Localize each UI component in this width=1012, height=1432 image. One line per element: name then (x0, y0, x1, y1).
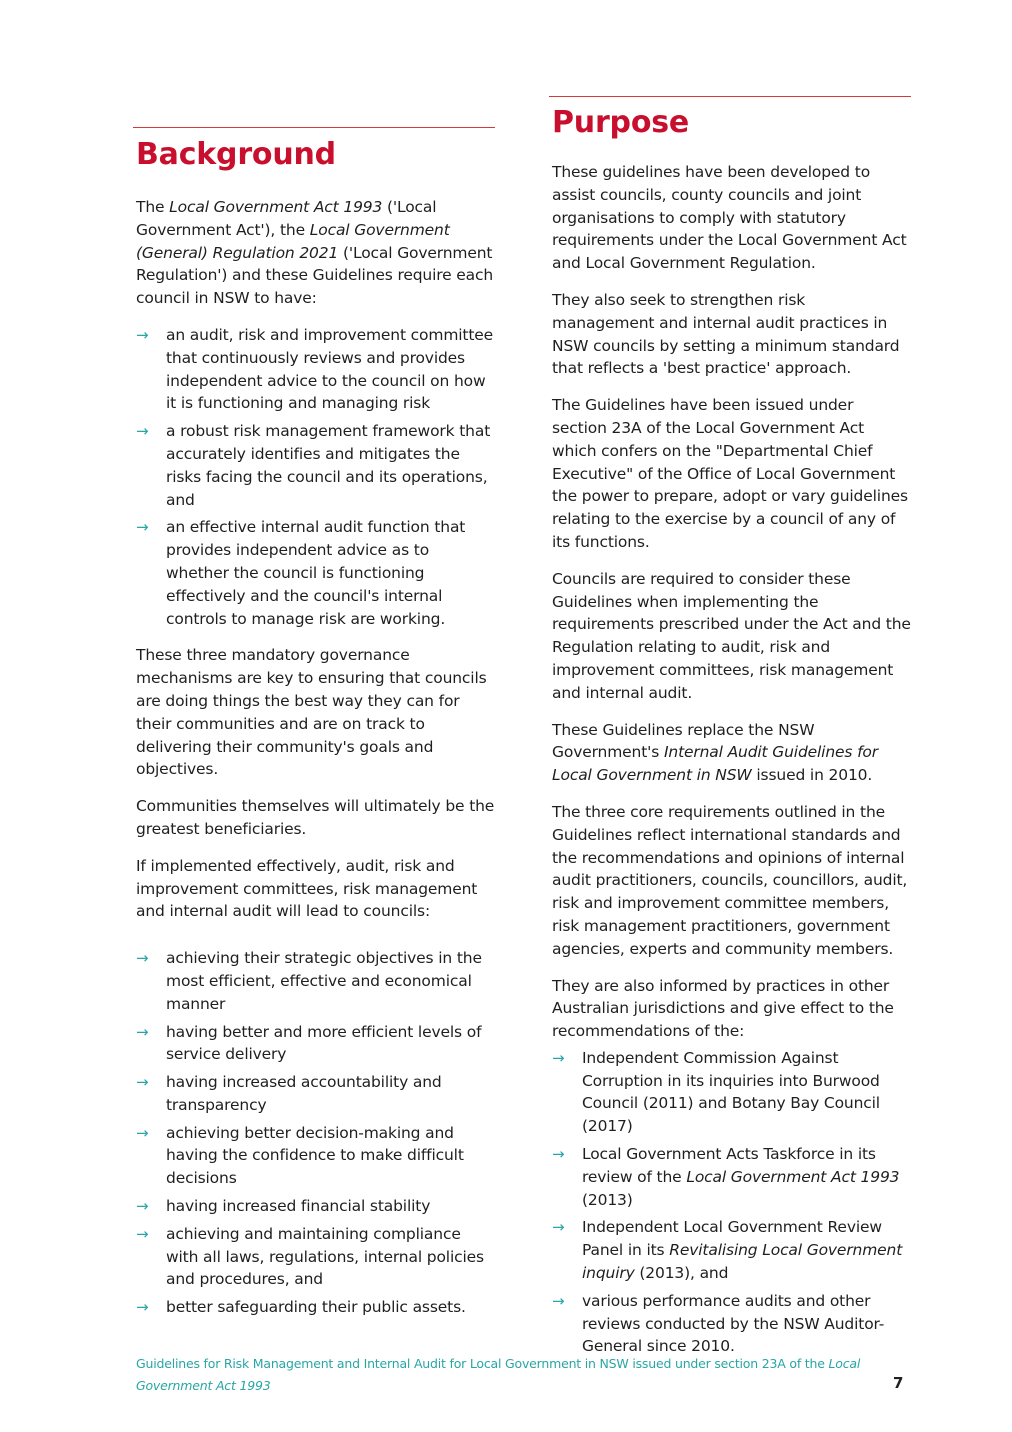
purpose-paragraph: The three core requirements outlined in the Guidelines reflect international standards and the recommendations and opinions of internal audit practitioners, councils, councillors, audit, risk and improvement committee members, risk management practitioners, government agencies, experts and community members. (552, 802, 908, 958)
arrow-right-icon: → (552, 1291, 565, 1310)
list-item: → an effective internal audit function that provides independent advice as to whether the council is functioning effectively and the council's internal controls to manage risk are working. (136, 518, 466, 628)
purpose-paragraph: Councils are required to consider these Guidelines when implementing the requirements prescribed under the Act and the Regulation relating to audit, risk and improvement committees, risk management and internal audit. (552, 569, 911, 702)
arrow-right-icon: → (136, 1073, 149, 1092)
arrow-right-icon: → (552, 1048, 565, 1067)
list-item: → achieving and maintaining compliance with all laws, regulations, internal policies and procedures, and (136, 1224, 484, 1289)
arrow-right-icon: → (552, 1145, 565, 1164)
page-footer: Guidelines for Risk Management and Internal Audit for Local Government in NSW issued under section 23A of the Local Government Act 1993 (136, 1356, 861, 1393)
recommendations-list (549, 1047, 911, 1358)
list-item: → achieving better decision-making and having the confidence to make difficult decisions (136, 1123, 464, 1188)
background-intro: The Local Government Act 1993 ('Local Government Act'), the Local Government (General) Regulation 2021 ('Local Government Regulation') and these Guidelines require each council in NSW to have: (136, 198, 494, 308)
purpose-heading: Purpose (552, 105, 690, 140)
arrow-right-icon: → (136, 1224, 149, 1243)
purpose-paragraph: The Guidelines have been issued under section 23A of the Local Government Act which confers on the "Departmental Chief Executive" of the Office of Local Government the power to prepare, adopt or vary guidelines relating to the exercise by a council of any of its functions. (552, 396, 908, 551)
arrow-right-icon: → (136, 1022, 149, 1041)
list-item: → a robust risk management framework that accurately identifies and mitigates the risks facing the council and its operations, and (136, 422, 491, 509)
list-item: → achieving their strategic objectives in the most efficient, effective and economical manner (136, 949, 482, 1013)
arrow-right-icon: → (136, 325, 149, 344)
arrow-right-icon: → (136, 518, 149, 537)
background-heading: Background (136, 137, 336, 172)
background-paragraph: Communities themselves will ultimately be the greatest beneficiaries. (136, 797, 495, 838)
list-item: → various performance audits and other reviews conducted by the NSW Auditor-General since 2010. (552, 1291, 885, 1356)
arrow-right-icon: → (136, 1298, 149, 1317)
list-item: → having increased financial stability (133, 1195, 495, 1218)
list-item: → having increased accountability and transparency (136, 1073, 442, 1114)
arrow-right-icon: → (136, 1123, 149, 1142)
arrow-right-icon: → (136, 1197, 149, 1216)
arrow-right-icon: → (552, 1218, 565, 1237)
purpose-paragraph: These Guidelines replace the NSW Government's Internal Audit Guidelines for Local Government in NSW issued in 2010. (552, 720, 878, 785)
background-section (133, 127, 495, 1333)
list-item: → Independent Commission Against Corruption in its inquiries into Burwood Council (2011) and Botany Bay Council (2017) (552, 1048, 880, 1136)
purpose-paragraph: These guidelines have been developed to assist councils, county councils and joint organisations to comply with statutory requirements under the Local Government Act and Local Government Regulation. (552, 163, 907, 273)
page-number: 7 (893, 1374, 904, 1392)
purpose-section (549, 96, 911, 1372)
benefits-list (133, 947, 495, 1319)
list-item: → Independent Local Government Review Panel in its Revitalising Local Government inquiry (2013), and (552, 1218, 903, 1283)
list-item: → Local Government Acts Taskforce in its review of the Local Government Act 1993 (2013) (552, 1145, 900, 1209)
purpose-paragraph: They also seek to strengthen risk management and internal audit practices in NSW councils by setting a minimum standard that reflects a 'best practice' approach. (552, 290, 900, 378)
background-paragraph: If implemented effectively, audit, risk and improvement committees, risk management and internal audit will lead to councils: (136, 856, 478, 921)
section-divider (133, 127, 495, 128)
requirements-list (133, 324, 495, 630)
section-divider (549, 96, 911, 97)
arrow-right-icon: → (136, 949, 149, 968)
list-item: → having better and more efficient levels of service delivery (136, 1022, 482, 1064)
arrow-right-icon: → (136, 422, 149, 441)
background-paragraph: These three mandatory governance mechanisms are key to ensuring that councils are doing things the best way they can for their communities and are on track to delivering their community's goals and objectives. (136, 646, 487, 779)
purpose-paragraph: They are also informed by practices in other Australian jurisdictions and give effect to the recommendations of the: (552, 976, 894, 1041)
list-item: → an audit, risk and improvement committee that continuously reviews and provides independent advice to the council on how it is functioning and managing risk (136, 325, 494, 413)
list-item: → better safeguarding their public assets. (133, 1296, 495, 1319)
